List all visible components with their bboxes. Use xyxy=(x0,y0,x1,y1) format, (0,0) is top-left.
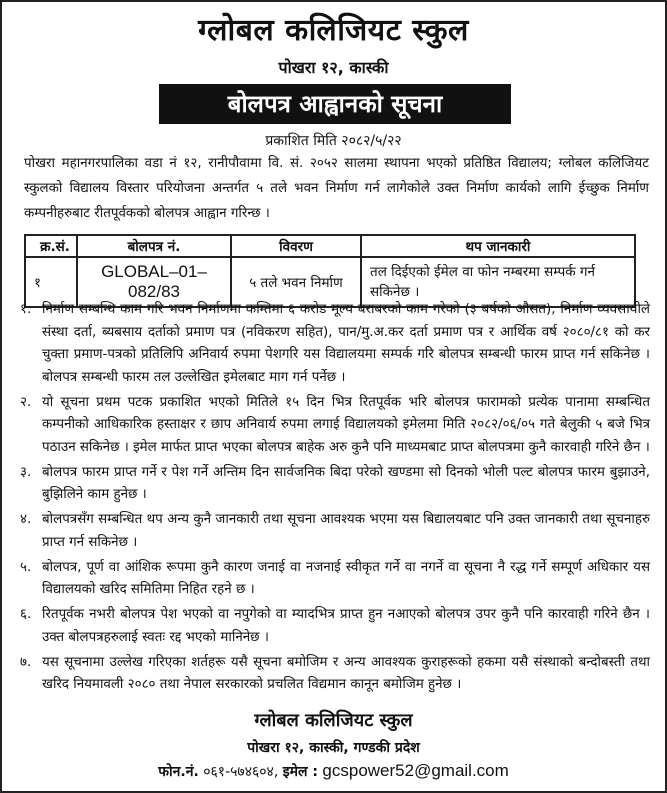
term-number: ४. xyxy=(20,512,32,527)
term-number: ७. xyxy=(20,654,32,670)
email-label: इमेल : xyxy=(282,764,318,780)
tender-table xyxy=(24,234,636,308)
list-item xyxy=(20,557,650,602)
footer-contact: फोन.नं. ०६१-५७४६०४, इमेल : gcspower52@gmail.com xyxy=(158,761,509,780)
term-text: रितपूर्वक नभरी बोलपत्र पेश भएको वा नपुगेको वा म्यादभित्र प्राप्त हुन नआएको बोलपत्र उपर कुनै पनि कारवाही गरिने छैन । उक्त बोलपत्रहरुलाई स्वतः रद्द भएको मानिनेछ । xyxy=(42,607,650,645)
cell-additional-info: तल दिईएको ईमेल वा फोन नम्बरमा सम्पर्क गर्न सकिनेछ । xyxy=(361,257,635,307)
school-address: पोखरा १२, कास्की xyxy=(278,58,389,77)
header-additional-info: थप जानकारी xyxy=(361,235,635,257)
header-serial: क्र.सं. xyxy=(25,235,77,257)
term-number: २. xyxy=(20,394,32,410)
term-text: बोलपत्र फारम प्राप्त गर्ने र पेश गर्ने अन्तिम दिन सार्वजनिक बिदा परेको खण्डमा सो दिनको भोली पल्ट बोलपत्र फारम बुझाउने, बुझिलिने काम हुनेछ । xyxy=(42,464,650,502)
published-date: प्रकाशित मिति २०८२/५/२२ xyxy=(265,133,402,149)
school-name: ग्लोबल कलिजियट स्कुल xyxy=(198,13,469,48)
list-item xyxy=(20,299,650,389)
notice-title-banner: बोलपत्र आह्वानको सूचना xyxy=(159,84,511,124)
list-item xyxy=(20,509,650,554)
list-item xyxy=(20,652,650,697)
cell-serial: १ xyxy=(25,257,77,307)
cell-tender-no: GLOBAL–01–082/83 xyxy=(77,257,231,307)
email-address: gcspower52@gmail.com xyxy=(322,761,509,780)
term-text: बोलपत्रसँग सम्बन्धित थप अन्य कुनै जानकारी तथा सूचना आवश्यक भएमा यस बिद्यालयबाट पनि उक्त जानकारी तथा सूचनाहरु प्राप्त गर्न सकिनेछ । xyxy=(42,512,650,550)
term-text: निर्माण सम्बन्धि काम गरि भवन निर्माणमा कम्तिमा ६ करोड मूल्य बराबरको काम गरेको (३ बर्षको औसत), निर्माण व्यवसायीले संस्था दर्ता, ब्यबसाय दर्ताको प्रमाण पत्र (नविकरण सहित), पान/मु.अ.कर दर्ता प्रमाण पत्र र आर्थिक वर्ष २०८०/८१ को कर चुक्ता प्रमाण-पत्रको प्रतिलिपि अनिवार्य रुपमा पेशगरि यस विद्यालयमा सम्पर्क गरि बोलपत्र सम्बन्धी फारम प्राप्त गर्न सकिनेछ । बोलपत्र सम्बन्धी फारम तल उल्लेखित इमेलबाट माग गर्न पर्नेछ । xyxy=(42,302,650,385)
cell-description: ५ तले भवन निर्माण xyxy=(231,257,361,307)
term-number: ५. xyxy=(20,559,32,575)
term-text: बोलपत्र, पूर्ण वा आंशिक रूपमा कुनै कारण जनाई वा नजनाई स्वीकृत गर्ने वा नगर्ने वा सूचना नै रद्ध गर्ने सम्पूर्ण अधिकार यस विद्यालयको खरिद समितिमा निहित रहने छ । xyxy=(42,559,650,597)
terms-list xyxy=(20,299,650,699)
term-number: ३. xyxy=(20,464,32,480)
table-header-row xyxy=(25,235,635,257)
term-number: ६. xyxy=(20,607,32,622)
term-number: १. xyxy=(20,302,32,317)
phone-number: ०६१-५७४६०४ xyxy=(203,764,274,780)
header-description: विवरण xyxy=(231,235,361,257)
footer-address: पोखरा १२, कास्की, गण्डकी प्रदेश xyxy=(247,740,420,756)
intro-paragraph: पोखरा महानगरपालिका वडा नं १२, रानीपौवामा वि. सं. २०५२ सालमा स्थापना भएको प्रतिष्ठित विद्यालय; ग्लोबल कलिजियट स्कुलको विद्यालय विस्तार परियोजना अन्तर्गत ५ तले भवन निर्माण गर्न लागेकोले उक्त निर्माण कार्यको लागि ईच्छुक निर्माण कम्पनीहरुबाट रीतपूर्वकको बोलपत्र आह्वान गरिन्छ । xyxy=(24,156,649,221)
term-text: यस सूचनामा उल्लेख गरिएका शर्तहरू यसै सूचना बमोजिम र अन्य आवश्यक कुराहरूको हकमा यसै संस्थाको बन्दोबस्ती तथा खरिद नियमावली २०८० तथा नेपाल सरकारको प्रचलित विद्यमान कानून बमोजिम हुनेछ । xyxy=(42,654,650,692)
phone-label: फोन.नं. xyxy=(158,764,199,780)
term-text: यो सूचना प्रथम पटक प्रकाशित भएको मितिले १५ दिन भित्र रितपूर्वक भरि बोलपत्र फारामको प्रत्येक पानामा सम्बन्धित कम्पनीको आधिकारिक हस्ताक्षर र छाप अनिवार्य रुपमा लगाई विद्यालयको इमेलमा मिति २०८२/०६/०५ गते बेलुकी ५ बजे भित्र पठाउन सकिनेछ । इमेल मार्फत प्राप्त भएका बोलपत्र बाहेक अरु कुनै पनि माध्यमबाट प्राप्त बोलपत्रमा कुनै कारवाही गरिने छैन । xyxy=(42,394,650,455)
footer-school-name: ग्लोबल कलिजियट स्कुल xyxy=(254,710,413,731)
list-item xyxy=(20,604,650,649)
header-tender-no: बोलपत्र नं. xyxy=(77,235,231,257)
list-item xyxy=(20,392,650,460)
list-item xyxy=(20,462,650,507)
